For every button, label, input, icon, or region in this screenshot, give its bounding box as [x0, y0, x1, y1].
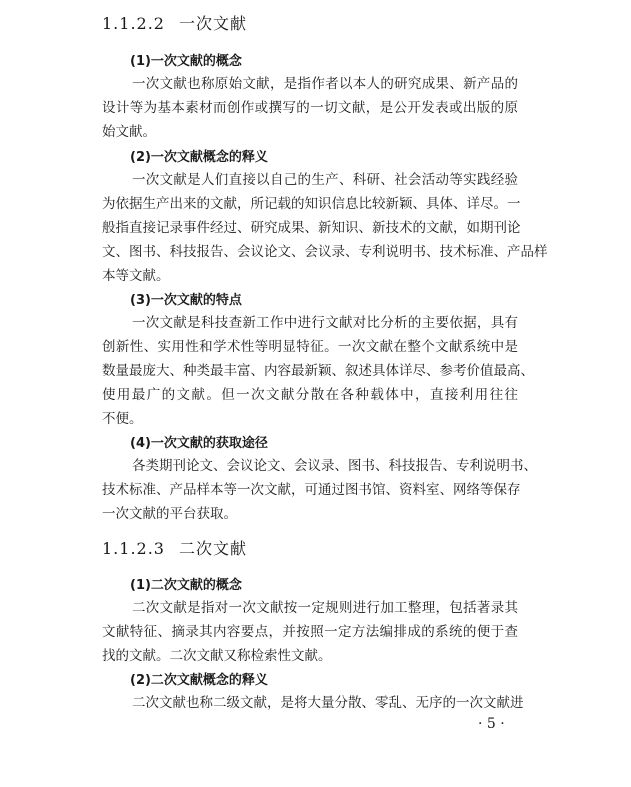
paragraph-line: 二次文献是指对一次文献按一定规则进行加工整理，包括著录其 — [132, 600, 518, 616]
subsection-heading: (3)一次文献的特点 — [130, 293, 242, 308]
subsection-heading: (2)二次文献概念的释义 — [130, 673, 268, 688]
page-number: · 5 · — [478, 716, 505, 732]
paragraph-line: 般指直接记录事件经过、研究成果、新知识、新技术的文献，如期刊论 — [102, 220, 521, 236]
section-title: 二次文献 — [178, 539, 247, 558]
paragraph-line: 设计等为基本素材而创作或撰写的一切文献，是公开发表或出版的原 — [102, 100, 518, 116]
paragraph-line: 文、图书、科技报告、会议论文、会议录、专利说明书、技术标准、产品样 — [102, 244, 548, 260]
paragraph-line: 使用最广的文献。但一次文献分散在各种载体中，直接利用往往 — [102, 387, 518, 403]
section-title: 一次文献 — [178, 14, 247, 33]
section-heading — [102, 536, 247, 559]
paragraph-line: 各类期刊论文、会议论文、会议录、图书、科技报告、专利说明书、 — [132, 458, 537, 474]
paragraph-line: 找的文献。二次文献又称检索性文献。 — [102, 648, 332, 664]
paragraph-line: 技术标准、产品样本等一次文献，可通过图书馆、资料室、网络等保存 — [102, 482, 521, 498]
paragraph-line: 不便。 — [102, 411, 143, 427]
paragraph-line: 数量最庞大、种类最丰富、内容最新颖、叙述具体详尽、参考价值最高、 — [102, 363, 534, 379]
paragraph-line: 一次文献的平台获取。 — [102, 506, 237, 522]
paragraph-line: 始文献。 — [102, 124, 156, 140]
paragraph-line: 为依据生产出来的文献，所记载的知识信息比较新颖、具体、详尽。一 — [102, 196, 521, 212]
paragraph-line: 一次文献是科技查新工作中进行文献对比分析的主要依据，具有 — [132, 315, 518, 331]
subsection-heading: (1)二次文献的概念 — [130, 578, 242, 593]
subsection-heading: (2)一次文献概念的释义 — [130, 150, 268, 165]
paragraph-line: 一次文献是人们直接以自己的生产、科研、社会活动等实践经验 — [132, 172, 518, 188]
paragraph-line: 二次文献也称二级文献，是将大量分散、零乱、无序的一次文献进 — [132, 695, 524, 711]
paragraph-line: 文献特征、摘录其内容要点，并按照一定方法编排成的系统的便于查 — [102, 624, 518, 640]
section-number: 1.1.2.2 — [102, 14, 165, 33]
subsection-heading: (1)一次文献的概念 — [130, 54, 242, 69]
paragraph-line: 创新性、实用性和学术性等明显特征。一次文献在整个文献系统中是 — [102, 339, 518, 355]
section-number: 1.1.2.3 — [102, 539, 165, 558]
section-heading — [102, 11, 247, 34]
paragraph-line: 一次文献也称原始文献，是指作者以本人的研究成果、新产品的 — [132, 76, 518, 92]
paragraph-line: 本等文献。 — [102, 268, 170, 284]
subsection-heading: (4)一次文献的获取途径 — [130, 436, 268, 451]
